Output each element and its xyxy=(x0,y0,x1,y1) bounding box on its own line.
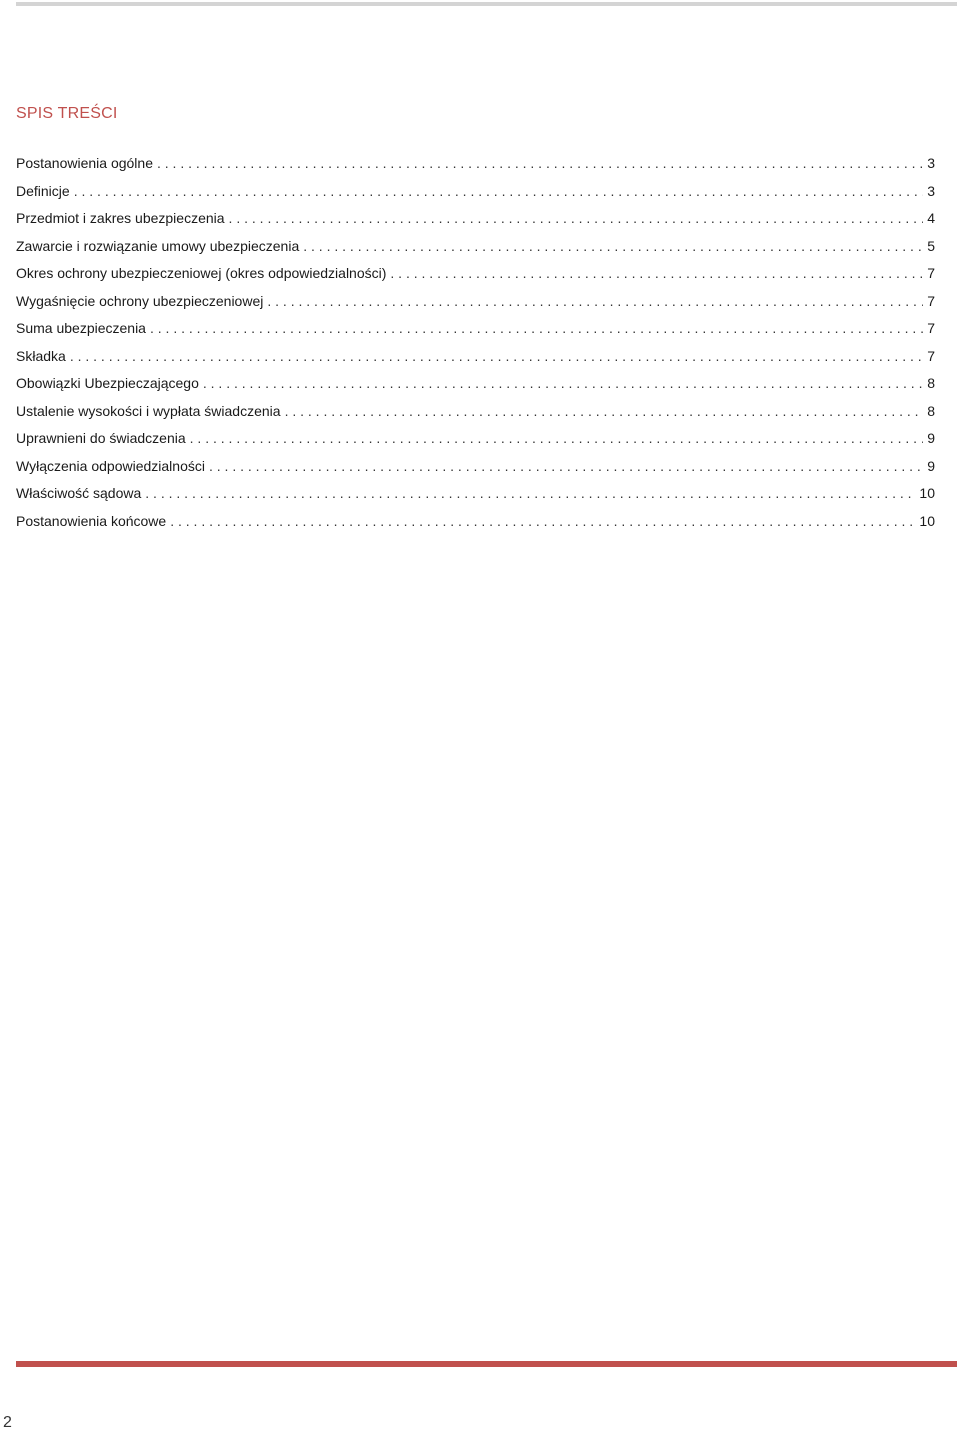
toc-entry-page: 7 xyxy=(927,320,935,336)
toc-entry-page: 8 xyxy=(927,402,935,419)
toc-entry-label: Wyłączenia odpowiedzialności xyxy=(16,457,205,474)
toc-entry-page: 9 xyxy=(927,457,935,474)
dot-leader xyxy=(203,373,923,393)
toc-entry[interactable] xyxy=(16,153,935,181)
toc-entry[interactable] xyxy=(16,456,935,484)
footer-accent-bar xyxy=(16,1361,957,1367)
toc-entry-label: Uprawnieni do świadczenia xyxy=(16,430,186,446)
toc-entry[interactable] xyxy=(16,428,935,456)
toc-entry-label: Zawarcie i rozwiązanie umowy ubezpieczenia xyxy=(16,237,300,254)
toc-entry[interactable] xyxy=(16,208,935,236)
toc-entry[interactable] xyxy=(16,181,935,209)
toc-entry-label: Postanowienia ogólne xyxy=(16,155,153,171)
dot-leader xyxy=(74,181,924,201)
toc-entry-label: Składka xyxy=(16,347,66,364)
toc-entry-label: Ustalenie wysokości i wypłata świadczenia xyxy=(16,402,281,419)
toc-entry-label: Suma ubezpieczenia xyxy=(16,320,146,336)
dot-leader xyxy=(150,318,923,338)
toc-entry[interactable] xyxy=(16,511,935,539)
toc-title: SPIS TREŚCI xyxy=(16,105,118,122)
dot-leader xyxy=(70,346,923,366)
toc-entry-page: 5 xyxy=(927,237,935,254)
toc-entry[interactable] xyxy=(16,346,935,374)
dot-leader xyxy=(157,153,923,173)
top-divider xyxy=(16,2,957,6)
page-number: 2 xyxy=(3,1414,12,1431)
toc-entry-page: 8 xyxy=(927,375,935,391)
toc-entry-label: Okres ochrony ubezpieczeniowej (okres odpowiedzialności) xyxy=(16,265,387,281)
toc-entry[interactable] xyxy=(16,401,935,429)
toc-entry[interactable] xyxy=(16,373,935,401)
toc-entry-page: 3 xyxy=(927,182,935,199)
toc-entry-page: 3 xyxy=(927,155,935,171)
toc-entry-page: 7 xyxy=(927,265,935,281)
dot-leader xyxy=(209,456,923,476)
toc-entry[interactable] xyxy=(16,263,935,291)
dot-leader xyxy=(170,511,915,531)
toc-entry-page: 7 xyxy=(927,292,935,309)
toc-entry[interactable] xyxy=(16,236,935,264)
toc-entry-label: Definicje xyxy=(16,182,70,199)
toc-entry-label: Właściwość sądowa xyxy=(16,485,142,501)
dot-leader xyxy=(190,428,924,448)
toc-entry-page: 10 xyxy=(919,485,935,501)
dot-leader xyxy=(285,401,924,421)
dot-leader xyxy=(303,236,923,256)
toc-entry-label: Obowiązki Ubezpieczającego xyxy=(16,375,199,391)
toc-entry-page: 4 xyxy=(927,210,935,226)
toc-entry[interactable] xyxy=(16,291,935,319)
table-of-contents xyxy=(16,153,935,538)
toc-entry-page: 9 xyxy=(927,430,935,446)
toc-entry[interactable] xyxy=(16,483,935,511)
toc-entry-page: 10 xyxy=(919,512,935,529)
toc-entry[interactable] xyxy=(16,318,935,346)
dot-leader xyxy=(145,483,915,503)
toc-entry-label: Wygaśnięcie ochrony ubezpieczeniowej xyxy=(16,292,264,309)
dot-leader xyxy=(267,291,923,311)
toc-entry-page: 7 xyxy=(927,347,935,364)
toc-entry-label: Postanowienia końcowe xyxy=(16,512,167,529)
dot-leader xyxy=(390,263,923,283)
dot-leader xyxy=(229,208,924,228)
toc-entry-label: Przedmiot i zakres ubezpieczenia xyxy=(16,210,225,226)
